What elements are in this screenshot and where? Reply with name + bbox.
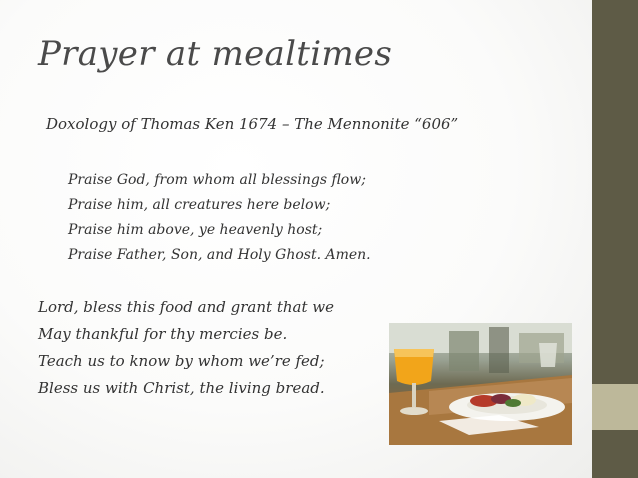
meal-photo [389,323,572,445]
hymn-line: Praise him above, ye heavenly host; [68,222,323,238]
prayer-verse [38,294,334,402]
hymn-line: Praise him, all creatures here below; [68,197,331,213]
hymn-verse [68,168,371,268]
prayer-line: Teach us to know by whom we’re fed; [38,352,325,370]
prayer-line: May thankful for thy mercies be. [38,325,288,343]
sidebar-accent-square [592,384,638,430]
prayer-line: Bless us with Christ, the living bread. [38,379,325,397]
slide-title: Prayer at mealtimes [38,34,393,74]
slide-subtitle: Doxology of Thomas Ken 1674 – The Mennonite “606” [46,115,459,133]
hymn-line: Praise Father, Son, and Holy Ghost. Amen. [68,247,371,263]
prayer-line: Lord, bless this food and grant that we [38,298,334,316]
hymn-line: Praise God, from whom all blessings flow; [68,172,366,188]
